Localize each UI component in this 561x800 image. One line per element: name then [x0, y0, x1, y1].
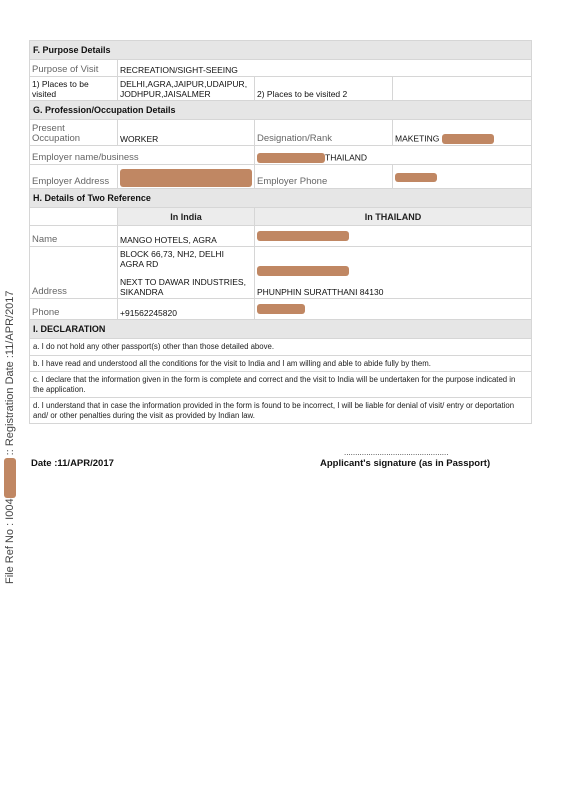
- file-ref-prefix: File Ref No : I004: [4, 498, 16, 584]
- field-value: [393, 77, 532, 101]
- declaration-item: a. I do not hold any other passport(s) other than those detailed above.: [30, 339, 532, 356]
- declaration-item: b. I have read and understood all the conditions for the visit to India and I am willing and able to abide fully by them.: [30, 355, 532, 372]
- section-profession-header: [30, 101, 532, 120]
- thailand-name: [255, 226, 532, 247]
- thailand-address: [255, 247, 532, 299]
- field-label: 1) Places to be visited: [30, 77, 118, 101]
- address-line: NEXT TO DAWAR INDUSTRIES,: [120, 277, 246, 287]
- section-purpose-header: [30, 41, 532, 60]
- employer-name-row: [30, 146, 532, 165]
- address-line: BLOCK 66,73, NH2, DELHI: [120, 249, 224, 259]
- occupation-row: [30, 120, 532, 146]
- redaction-mark: [257, 153, 325, 163]
- thailand-address-text: PHUNPHIN SURATTHANI 84130: [257, 286, 384, 297]
- redaction-mark: [120, 169, 252, 187]
- col-header-india: In India: [118, 208, 255, 226]
- field-label: Designation/Rank: [255, 120, 393, 146]
- declaration-date: Date :11/APR/2017: [31, 458, 114, 469]
- field-label: Phone: [30, 299, 118, 320]
- section-reference-header: [30, 189, 532, 208]
- declaration-c-row: [30, 372, 532, 398]
- field-label: Present Occupation: [30, 120, 118, 146]
- section-title: H. Details of Two Reference: [30, 189, 532, 208]
- reference-phone-row: [30, 299, 532, 320]
- declaration-b-row: [30, 355, 532, 372]
- places-row: [30, 77, 532, 101]
- field-label: Employer Address: [30, 165, 118, 189]
- redaction-mark: [4, 458, 16, 498]
- section-title: I. DECLARATION: [30, 320, 532, 339]
- details-table: [29, 40, 532, 424]
- field-value: [393, 120, 532, 146]
- purpose-of-visit-row: [30, 60, 532, 77]
- signature-label: Applicant's signature (as in Passport): [320, 458, 491, 469]
- blank-header-cell: [30, 208, 118, 226]
- field-label: 2) Places to be visited 2: [255, 77, 393, 101]
- col-header-thailand: In THAILAND: [255, 208, 532, 226]
- india-name: MANGO HOTELS, AGRA: [118, 226, 255, 247]
- field-label: Address: [30, 247, 118, 299]
- declaration-a-row: [30, 339, 532, 356]
- field-label: Employer name/business: [30, 146, 255, 165]
- reference-name-row: [30, 226, 532, 247]
- field-value: WORKER: [118, 120, 255, 146]
- india-address: [118, 247, 255, 299]
- address-line: SIKANDRA: [120, 286, 164, 297]
- field-value: RECREATION/SIGHT-SEEING: [118, 60, 532, 77]
- declaration-d-row: [30, 398, 532, 424]
- reference-column-headers: [30, 208, 532, 226]
- section-title: F. Purpose Details: [30, 41, 532, 60]
- places-line-1: DELHI,AGRA,JAIPUR,UDAIPUR,: [120, 79, 248, 89]
- field-label: Name: [30, 226, 118, 247]
- application-form: [29, 40, 531, 424]
- declaration-item: c. I declare that the information given in the form is complete and correct and the visit to India will be undertaken for the purpose indicated in the application.: [30, 372, 532, 398]
- employer-address-row: [30, 165, 532, 189]
- field-label: Purpose of Visit: [30, 60, 118, 77]
- redaction-mark: [257, 266, 349, 276]
- india-phone: +91562245820: [118, 299, 255, 320]
- signature-line: ...............................................: [344, 448, 449, 457]
- designation-value: MAKETING: [395, 133, 440, 144]
- places-line-2: JODHPUR,JAISALMER: [120, 88, 211, 99]
- file-reference-margin-text: [4, 254, 16, 584]
- section-title: G. Profession/Occupation Details: [30, 101, 532, 120]
- field-value: [118, 77, 255, 101]
- reference-address-row: [30, 247, 532, 299]
- employer-name-value: THAILAND: [325, 152, 368, 163]
- redaction-mark: [257, 231, 349, 241]
- field-label: Employer Phone: [255, 165, 393, 189]
- field-value: [393, 165, 532, 189]
- field-value: [255, 146, 532, 165]
- address-line: AGRA RD: [120, 258, 159, 269]
- registration-date: :: Registration Date :11/APR/2017: [4, 290, 16, 459]
- redaction-mark: [395, 173, 437, 182]
- thailand-phone: [255, 299, 532, 320]
- field-value: [118, 165, 255, 189]
- section-declaration-header: [30, 320, 532, 339]
- declaration-item: d. I understand that in case the information provided in the form is found to be incorrect, I will be liable for denial of visit/ entry or deportation and/ or other penalties during the visit as provided by Indian law.: [30, 398, 532, 424]
- redaction-mark: [442, 134, 494, 144]
- redaction-mark: [257, 304, 305, 314]
